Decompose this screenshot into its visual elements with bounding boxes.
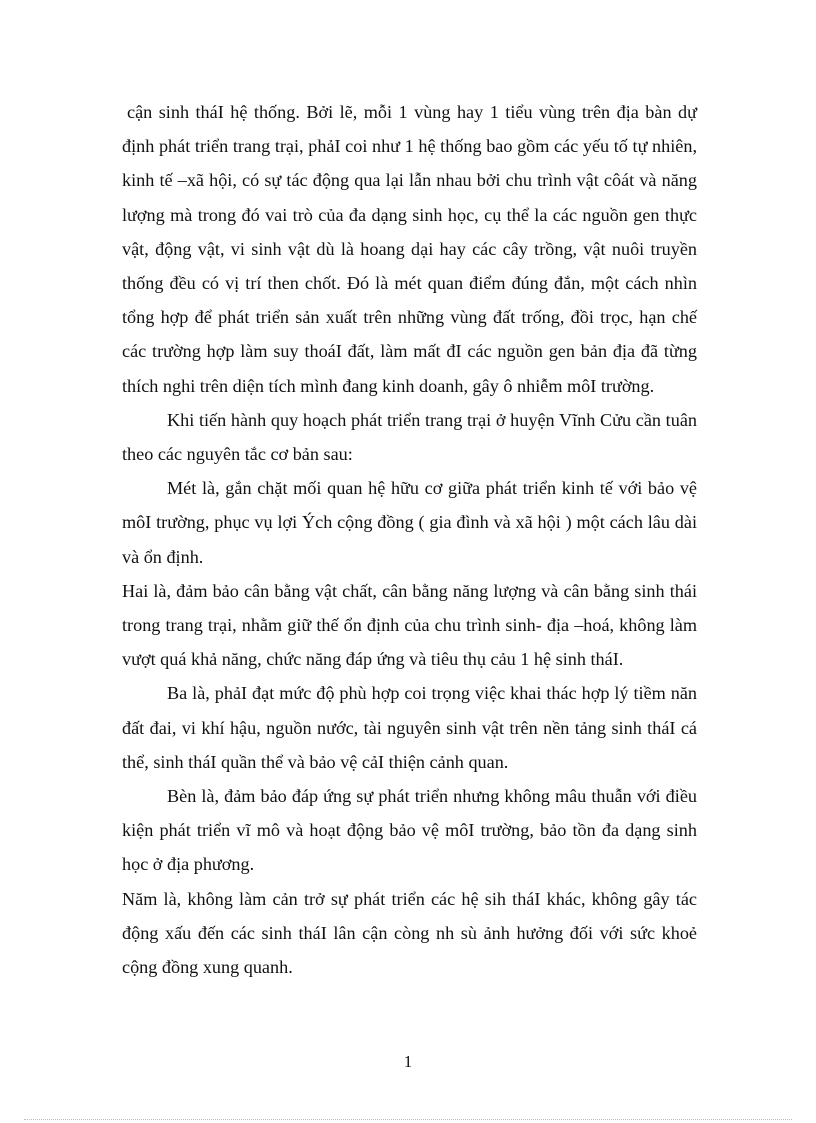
paragraph-principle-5: Năm là, không làm cản trở sự phát triển các hệ sih tháI khác, không gây tác động xấu đến các sinh tháI lân cận còng nh sù ảnh hưởng đối với sức khoẻ cộng đồng xung quanh. bbox=[122, 888, 697, 978]
paragraph-principle-4: Bèn là, đảm bảo đáp ứng sự phát triển nhưng không mâu thuẫn với điều kiện phát triển vĩ mô và hoạt động bảo vệ môI trường, bảo tồn đa dạng sinh học ở địa phương. bbox=[122, 786, 697, 875]
paragraph-principle-3: Ba là, phảI đạt mức độ phù hợp coi trọng việc khai thác hợp lý tiềm năn đất đai, vi khí hậu, nguồn nước, tài nguyên sinh vật trên nền tảng sinh tháI cá thể, sinh tháI quần thể và bảo vệ cảI thiện cảnh quan. bbox=[122, 683, 697, 772]
paragraph-principle-2: Hai là, đảm bảo cân bằng vật chất, cân bằng năng lượng và cân bằng sinh thái trong trang trại, nhằm giữ thế ổn định của chu trình sinh- địa –hoá, không làm vượt quá khả năng, chức năng đáp ứng và tiêu thụ cảu 1 hệ sinh tháI. bbox=[122, 580, 697, 670]
paragraph-principle-1: Mét là, gắn chặt mối quan hệ hữu cơ giữa phát triển kinh tế với bảo vệ môI trường, phục vụ lợi Ých cộng đồng ( gia đình và xã hội ) một cách lâu dài và ổn định. bbox=[122, 478, 697, 567]
paragraph-intro-continuation: cận sinh tháI hệ thống. Bởi lẽ, mỗi 1 vùng hay 1 tiểu vùng trên địa bàn dự định phát triển trang trại, phảI coi như 1 hệ thống bao gồm các yếu tố tự nhiên, kinh tế –xã hội, có sự tác động qua lại lẫn nhau bởi chu trình vật côát và năng lượng mà trong đó vai trò của đa dạng sinh học, cụ thể la các nguồn gen thực vật, động vật, vi sinh vật dù là hoang dại hay các cây trồng, vật nuôi truyền thống đều có vị trí then chốt. Đó là mét quan điểm đúng đắn, một cách nhìn tổng hợp để phát triển sản xuất trên những vùng đất trống, đồi trọc, hạn chế các trường hợp làm suy thoáI đất, làm mất đI các nguồn gen bản địa đã từng thích nghi trên diện tích mình đang kinh doanh, gây ô nhiễm môI trường. bbox=[122, 102, 697, 396]
page-bottom-divider bbox=[24, 1119, 792, 1120]
page-number: 1 bbox=[403, 1052, 413, 1071]
body-text bbox=[122, 95, 697, 984]
paragraph-principles-intro: Khi tiến hành quy hoạch phát triển trang trại ở huyện Vĩnh Cửu cần tuân theo các nguyên tắc cơ bản sau: bbox=[122, 409, 697, 465]
